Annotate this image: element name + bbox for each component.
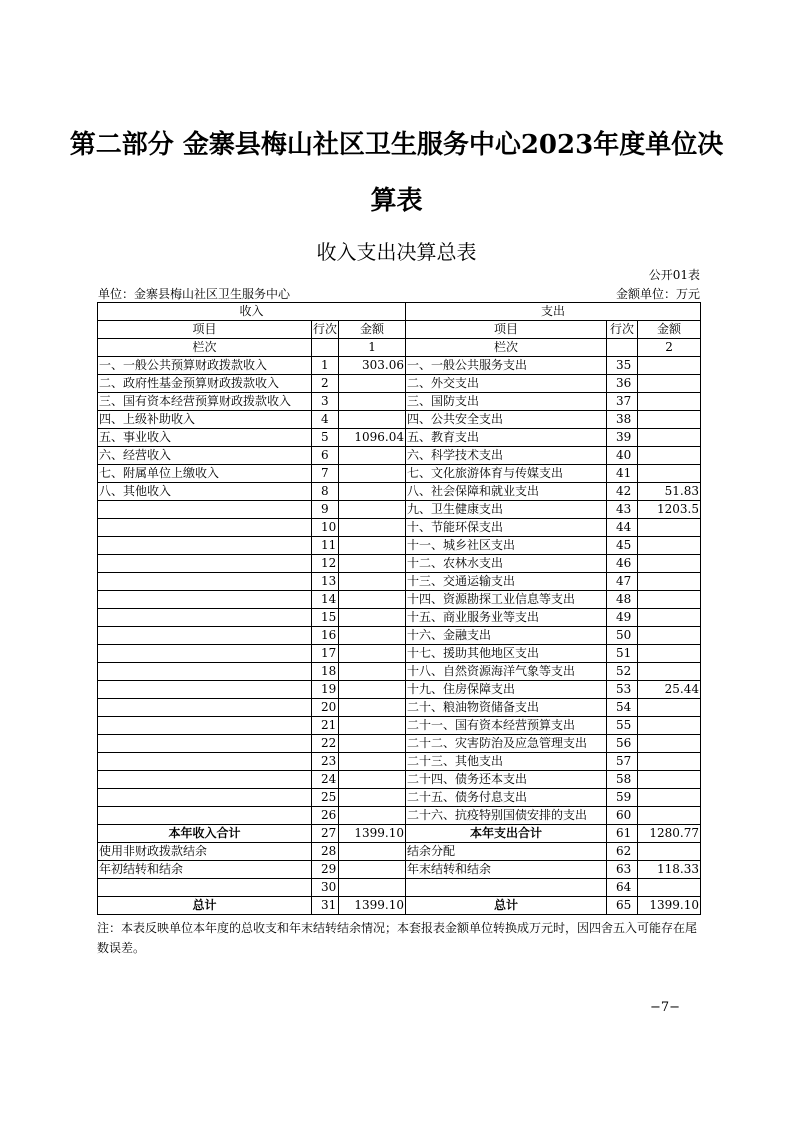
expense-item [406, 879, 607, 897]
expense-item: 十三、交通运输支出 [406, 573, 607, 591]
column-number-row [98, 339, 701, 357]
income-amount [339, 843, 406, 861]
income-row-number: 27 [312, 825, 339, 843]
income-item: 一、一般公共预算财政拨款收入 [98, 357, 312, 375]
income-amount: 1096.04 [339, 429, 406, 447]
income-row-number: 17 [312, 645, 339, 663]
table-row [98, 429, 701, 447]
expense-row-number: 48 [607, 591, 638, 609]
expense-amount [638, 537, 701, 555]
page-number: −7− [650, 1000, 681, 1015]
expense-row-number: 56 [607, 735, 638, 753]
income-row-number: 24 [312, 771, 339, 789]
expense-item: 年末结转和结余 [406, 861, 607, 879]
expense-lanci-empty [607, 339, 638, 357]
income-amount: 1399.10 [339, 825, 406, 843]
table-row [98, 681, 701, 699]
expense-row-number: 59 [607, 789, 638, 807]
income-amount [339, 411, 406, 429]
income-row-number: 4 [312, 411, 339, 429]
income-expense-table [97, 302, 701, 915]
income-amount [339, 501, 406, 519]
table-row [98, 735, 701, 753]
income-amount [339, 465, 406, 483]
table-row [98, 627, 701, 645]
expense-item: 七、文化旅游体育与传媒支出 [406, 465, 607, 483]
table-row [98, 825, 701, 843]
table-row [98, 771, 701, 789]
page-title-line1: 第二部分 金寨县梅山社区卫生服务中心2023年度单位决 [69, 130, 724, 160]
income-header: 收入 [98, 303, 406, 321]
income-amount [339, 627, 406, 645]
expense-row-number: 51 [607, 645, 638, 663]
expense-item: 二十二、灾害防治及应急管理支出 [406, 735, 607, 753]
expense-amount [638, 627, 701, 645]
expense-item: 四、公共安全支出 [406, 411, 607, 429]
income-item: 八、其他收入 [98, 483, 312, 501]
expense-row-number: 49 [607, 609, 638, 627]
income-row-number: 10 [312, 519, 339, 537]
expense-item: 五、教育支出 [406, 429, 607, 447]
table-row [98, 375, 701, 393]
income-item [98, 645, 312, 663]
expense-row-number: 65 [607, 897, 638, 915]
table-row [98, 537, 701, 555]
income-amount [339, 519, 406, 537]
income-amount [339, 573, 406, 591]
expense-row-number: 55 [607, 717, 638, 735]
expense-row-number: 36 [607, 375, 638, 393]
income-amount [339, 555, 406, 573]
expense-header: 支出 [406, 303, 701, 321]
income-item: 使用非财政拨款结余 [98, 843, 312, 861]
expense-amount [638, 447, 701, 465]
income-row-number: 18 [312, 663, 339, 681]
income-amount [339, 771, 406, 789]
expense-amount [638, 555, 701, 573]
income-row-number: 9 [312, 501, 339, 519]
income-amount: 303.06 [339, 357, 406, 375]
income-row-number: 8 [312, 483, 339, 501]
income-row-number: 20 [312, 699, 339, 717]
income-row-number: 28 [312, 843, 339, 861]
table-row [98, 717, 701, 735]
income-amount [339, 609, 406, 627]
expense-amount [638, 699, 701, 717]
expense-item: 总计 [406, 897, 607, 915]
income-row-number: 21 [312, 717, 339, 735]
expense-amount: 25.44 [638, 681, 701, 699]
income-row-number: 30 [312, 879, 339, 897]
income-amount [339, 393, 406, 411]
expense-row-number: 64 [607, 879, 638, 897]
expense-item: 九、卫生健康支出 [406, 501, 607, 519]
expense-row-number: 58 [607, 771, 638, 789]
expense-item: 十七、援助其他地区支出 [406, 645, 607, 663]
income-row-number: 16 [312, 627, 339, 645]
expense-item: 十九、住房保障支出 [406, 681, 607, 699]
income-row-number: 19 [312, 681, 339, 699]
income-amount: 1399.10 [339, 897, 406, 915]
income-item: 年初结转和结余 [98, 861, 312, 879]
expense-lanci-label: 栏次 [406, 339, 607, 357]
income-item: 五、事业收入 [98, 429, 312, 447]
expense-amount [638, 573, 701, 591]
expense-amount [638, 609, 701, 627]
unit-label: 单位：金寨县梅山社区卫生服务中心 [98, 287, 291, 301]
expense-row-header: 行次 [607, 321, 638, 339]
income-item [98, 789, 312, 807]
expense-item: 本年支出合计 [406, 825, 607, 843]
income-row-number: 1 [312, 357, 339, 375]
income-item [98, 699, 312, 717]
income-item: 七、附属单位上缴收入 [98, 465, 312, 483]
expense-column-number: 2 [638, 339, 701, 357]
expense-amount [638, 429, 701, 447]
income-amount [339, 753, 406, 771]
expense-amount-header: 金额 [638, 321, 701, 339]
income-amount [339, 591, 406, 609]
income-row-number: 25 [312, 789, 339, 807]
income-amount [339, 447, 406, 465]
money-unit-label: 金额单位：万元 [615, 287, 700, 301]
income-item-header: 项目 [98, 321, 312, 339]
expense-item: 二十一、国有资本经营预算支出 [406, 717, 607, 735]
income-item [98, 753, 312, 771]
expense-amount: 118.33 [638, 861, 701, 879]
income-item [98, 663, 312, 681]
expense-row-number: 40 [607, 447, 638, 465]
income-amount [339, 717, 406, 735]
income-item [98, 591, 312, 609]
expense-item: 二十三、其他支出 [406, 753, 607, 771]
expense-amount [638, 591, 701, 609]
expense-amount [638, 807, 701, 825]
income-row-number: 2 [312, 375, 339, 393]
expense-item: 六、科学技术支出 [406, 447, 607, 465]
income-column-number: 1 [339, 339, 406, 357]
income-row-number: 14 [312, 591, 339, 609]
expense-row-number: 35 [607, 357, 638, 375]
income-amount-header: 金额 [339, 321, 406, 339]
expense-row-number: 45 [607, 537, 638, 555]
expense-row-number: 57 [607, 753, 638, 771]
expense-amount [638, 375, 701, 393]
expense-item-header: 项目 [406, 321, 607, 339]
income-amount [339, 807, 406, 825]
expense-item: 一、一般公共服务支出 [406, 357, 607, 375]
income-item: 四、上级补助收入 [98, 411, 312, 429]
income-item [98, 735, 312, 753]
expense-amount [638, 753, 701, 771]
income-row-number: 23 [312, 753, 339, 771]
income-item [98, 717, 312, 735]
income-amount [339, 645, 406, 663]
income-item [98, 537, 312, 555]
table-row [98, 501, 701, 519]
income-item [98, 627, 312, 645]
income-amount [339, 879, 406, 897]
form-code: 公开01表 [648, 268, 700, 282]
expense-item: 二十五、债务付息支出 [406, 789, 607, 807]
expense-item: 二、外交支出 [406, 375, 607, 393]
income-amount [339, 375, 406, 393]
expense-row-number: 37 [607, 393, 638, 411]
income-amount [339, 699, 406, 717]
expense-item: 结余分配 [406, 843, 607, 861]
income-item: 总计 [98, 897, 312, 915]
table-row [98, 411, 701, 429]
table-row [98, 753, 701, 771]
income-row-number: 12 [312, 555, 339, 573]
income-row-number: 6 [312, 447, 339, 465]
expense-row-number: 47 [607, 573, 638, 591]
income-lanci-empty [312, 339, 339, 357]
expense-row-number: 52 [607, 663, 638, 681]
income-item [98, 573, 312, 591]
expense-item: 十四、资源勘探工业信息等支出 [406, 591, 607, 609]
income-item [98, 555, 312, 573]
table-row [98, 879, 701, 897]
income-row-number: 15 [312, 609, 339, 627]
expense-amount: 51.83 [638, 483, 701, 501]
expense-amount [638, 735, 701, 753]
expense-item: 二十六、抗疫特别国债安排的支出 [406, 807, 607, 825]
income-row-number: 26 [312, 807, 339, 825]
income-item: 三、国有资本经营预算财政拨款收入 [98, 393, 312, 411]
income-item [98, 519, 312, 537]
expense-row-number: 63 [607, 861, 638, 879]
income-row-number: 29 [312, 861, 339, 879]
expense-item: 八、社会保障和就业支出 [406, 483, 607, 501]
income-row-number: 11 [312, 537, 339, 555]
table-row [98, 663, 701, 681]
table-row [98, 699, 701, 717]
income-row-number: 7 [312, 465, 339, 483]
table-row [98, 609, 701, 627]
expense-amount [638, 771, 701, 789]
expense-amount [638, 357, 701, 375]
expense-amount [638, 843, 701, 861]
expense-row-number: 44 [607, 519, 638, 537]
expense-row-number: 43 [607, 501, 638, 519]
table-row [98, 483, 701, 501]
income-item [98, 609, 312, 627]
table-row [98, 465, 701, 483]
income-amount [339, 681, 406, 699]
expense-item: 十五、商业服务业等支出 [406, 609, 607, 627]
expense-item: 十二、农林水支出 [406, 555, 607, 573]
income-amount [339, 663, 406, 681]
table-row [98, 447, 701, 465]
income-row-number: 13 [312, 573, 339, 591]
income-item [98, 879, 312, 897]
expense-amount: 1203.5 [638, 501, 701, 519]
expense-amount [638, 519, 701, 537]
income-row-header: 行次 [312, 321, 339, 339]
table-row [98, 555, 701, 573]
expense-amount [638, 411, 701, 429]
income-lanci-label: 栏次 [98, 339, 312, 357]
table-header-row [98, 303, 701, 321]
expense-amount [638, 663, 701, 681]
expense-row-number: 41 [607, 465, 638, 483]
expense-amount [638, 645, 701, 663]
expense-row-number: 61 [607, 825, 638, 843]
table-row [98, 573, 701, 591]
page-title-line2: 算表 [370, 186, 423, 216]
income-item: 六、经营收入 [98, 447, 312, 465]
income-amount [339, 789, 406, 807]
income-row-number: 31 [312, 897, 339, 915]
table-note: 注：本表反映单位本年度的总收支和年末结转结余情况；本套报表金额单位转换成万元时，因四舍五入可能存在尾数误差。 [97, 921, 698, 955]
expense-row-number: 54 [607, 699, 638, 717]
expense-row-number: 60 [607, 807, 638, 825]
expense-item: 十六、金融支出 [406, 627, 607, 645]
income-amount [339, 483, 406, 501]
income-item [98, 807, 312, 825]
table-row [98, 519, 701, 537]
expense-item: 十、节能环保支出 [406, 519, 607, 537]
income-amount [339, 537, 406, 555]
expense-amount [638, 465, 701, 483]
expense-amount [638, 879, 701, 897]
table-row [98, 591, 701, 609]
income-item [98, 501, 312, 519]
table-row [98, 861, 701, 879]
expense-item: 二十四、债务还本支出 [406, 771, 607, 789]
income-row-number: 3 [312, 393, 339, 411]
income-item: 本年收入合计 [98, 825, 312, 843]
expense-item: 二十、粮油物资储备支出 [406, 699, 607, 717]
expense-amount: 1280.77 [638, 825, 701, 843]
expense-amount [638, 717, 701, 735]
expense-row-number: 46 [607, 555, 638, 573]
table-row [98, 897, 701, 915]
income-amount [339, 735, 406, 753]
expense-row-number: 38 [607, 411, 638, 429]
income-item: 二、政府性基金预算财政拨款收入 [98, 375, 312, 393]
expense-amount [638, 789, 701, 807]
income-amount [339, 861, 406, 879]
income-item [98, 771, 312, 789]
expense-item: 十八、自然资源海洋气象等支出 [406, 663, 607, 681]
table-row [98, 393, 701, 411]
table-row [98, 843, 701, 861]
expense-row-number: 39 [607, 429, 638, 447]
expense-row-number: 53 [607, 681, 638, 699]
expense-item: 十一、城乡社区支出 [406, 537, 607, 555]
column-header-row [98, 321, 701, 339]
expense-amount: 1399.10 [638, 897, 701, 915]
expense-item: 三、国防支出 [406, 393, 607, 411]
expense-row-number: 42 [607, 483, 638, 501]
table-title: 收入支出决算总表 [316, 240, 477, 264]
expense-amount [638, 393, 701, 411]
table-row [98, 645, 701, 663]
expense-row-number: 62 [607, 843, 638, 861]
table-row [98, 807, 701, 825]
income-row-number: 22 [312, 735, 339, 753]
income-row-number: 5 [312, 429, 339, 447]
expense-row-number: 50 [607, 627, 638, 645]
income-item [98, 681, 312, 699]
table-row [98, 789, 701, 807]
table-row [98, 357, 701, 375]
